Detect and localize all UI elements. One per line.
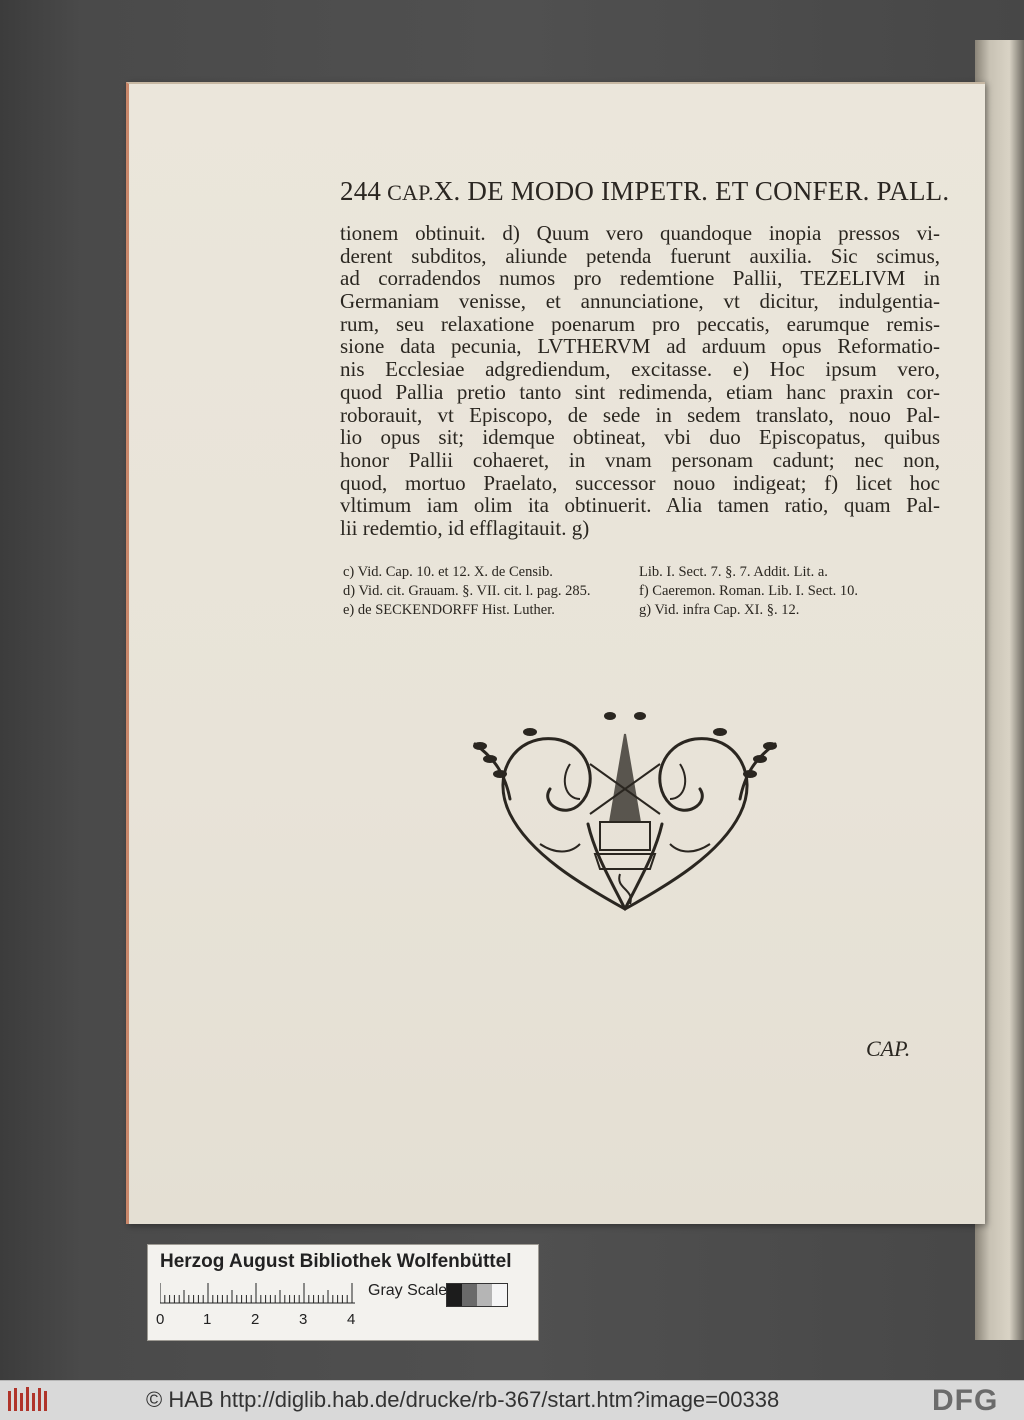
text-line: lio opus sit; idemque obtineat, vbi duo Episcopatus, quibus	[340, 426, 940, 449]
text-line: honor Pallii cohaeret, in vnam personam cadunt; nec non,	[340, 448, 940, 472]
footnote-left: c) Vid. Cap. 10. et 12. X. de Censib.	[343, 564, 553, 580]
footnote-left: d) Vid. cit. Grauam. §. VII. cit. l. pag. 285.	[343, 583, 591, 599]
header-title: X. DE MODO IMPETR. ET CONFER. PALL.	[433, 176, 950, 206]
hab-logo-icon	[6, 1385, 48, 1415]
text-line: lii redemtio, id efflagitauit. g)	[340, 516, 590, 540]
ruler-number: 1	[203, 1311, 212, 1328]
text-line: tionem obtinuit. d) Quum vero quandoque inopia pressos vi-	[340, 222, 940, 245]
decorative-vignette	[470, 704, 780, 930]
text-line: roborauit, vt Episcopo, de sede in sedem translato, nouo Pal-	[340, 403, 940, 427]
footnote-row	[343, 601, 903, 620]
text-line: Germaniam venisse, et annunciatione, vt dicitur, indulgentia-	[340, 290, 940, 313]
text-line: nis Ecclesiae adgrediendum, excitasse. e) Hoc ipsum vero,	[340, 358, 940, 381]
library-name: Herzog August Bibliothek Wolfenbüttel	[160, 1251, 512, 1272]
footnote-right: Lib. I. Sect. 7. §. 7. Addit. Lit. a.	[639, 564, 828, 580]
dfg-logo: DFG	[932, 1384, 999, 1417]
footer-bar	[0, 1380, 1024, 1420]
footnotes	[343, 563, 903, 620]
gray-scale-label: Gray Scale	[368, 1282, 448, 1299]
ruler-number: 3	[299, 1311, 308, 1328]
ruler-number: 4	[347, 1311, 356, 1328]
ruler-number: 2	[251, 1311, 260, 1328]
text-line: quod, mortuo Praelato, successor nouo indigeat; f) licet hoc	[340, 471, 940, 495]
footnote-right: f) Caeremon. Roman. Lib. I. Sect. 10.	[639, 583, 859, 599]
catchword: CAP.	[866, 1036, 911, 1061]
footnote-right: g) Vid. infra Cap. XI. §. 12.	[639, 602, 800, 618]
footnote-left: e) de SECKENDORFF Hist. Luther.	[343, 602, 555, 618]
text-line: ad corradendos numos pro redemtione Pallii, TEZELIVM in	[340, 267, 940, 291]
footnote-row	[343, 563, 903, 582]
text-line: derent subditos, aliunde petenda fuerunt auxilia. Sic scimus,	[340, 244, 940, 268]
page-number: 244	[340, 176, 382, 206]
header-cap: CAP.	[387, 180, 434, 205]
text-line: vltimum iam olim ita obtinuerit. Alia tamen ratio, quam Pal-	[340, 494, 940, 517]
text-line: rum, seu relaxatione poenarum pro peccatis, earumque remis-	[340, 312, 940, 336]
footnote-row	[343, 582, 903, 601]
body-text	[340, 222, 940, 540]
scale-ruler	[160, 1281, 360, 1305]
text-line: quod Pallia pretio tanto sint redimenda, etiam hanc praxin cor-	[340, 380, 940, 404]
running-header	[340, 176, 950, 207]
copyright-url: © HAB http://diglib.hab.de/drucke/rb-367/start.htm?image=00338	[146, 1387, 780, 1412]
library-label-card	[147, 1244, 539, 1341]
text-line: sione data pecunia, LVTHERVM ad arduum opus Reformatio-	[340, 335, 940, 359]
gray-scale-swatches	[446, 1283, 508, 1307]
ruler-number: 0	[156, 1311, 165, 1328]
